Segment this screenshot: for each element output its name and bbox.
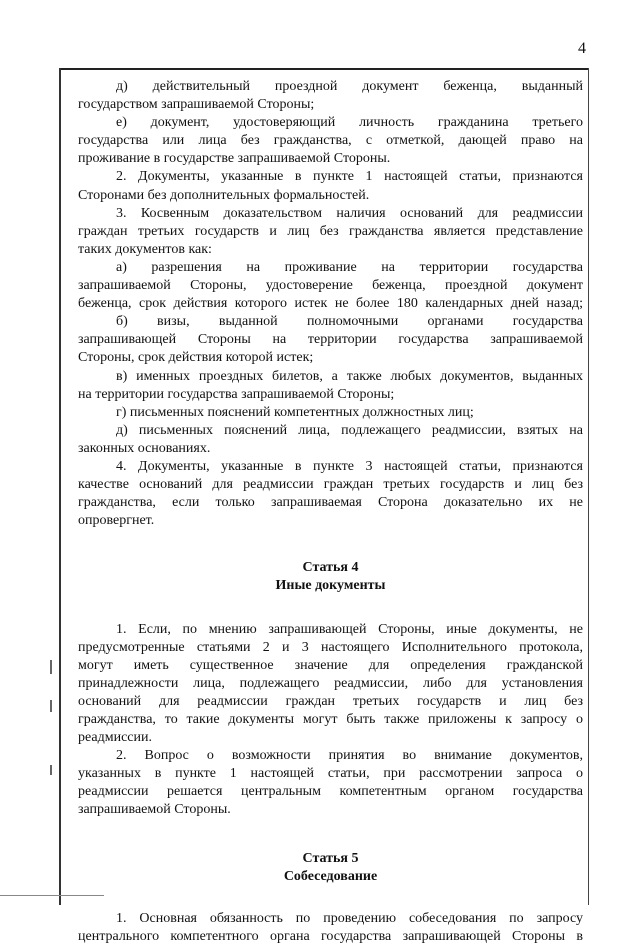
text-line: реадмиссии решается центральным компетентным органом государства <box>78 784 583 800</box>
document-body <box>78 78 583 946</box>
text-line: государства или лица без гражданства, с отметкой, дающей право на <box>78 133 583 149</box>
scan-edge-mark <box>50 660 52 674</box>
text-line: государством запрашиваемой Стороны; <box>78 97 315 113</box>
text-line: в) именных проездных билетов, а также любых документов, выданных <box>116 368 583 384</box>
text-line: центрального компетентного органа государства запрашивающей Стороны в <box>78 928 583 944</box>
text-line: запрашиваемой Стороны. <box>78 802 231 818</box>
text-line: беженца, срок действия которого истек не более 180 календарных дней назад; <box>78 296 583 312</box>
text-line: указанных в пункте 1 настоящей статьи, при рассмотрении запроса о <box>78 766 583 782</box>
text-line: качестве оснований для реадмиссии граждан третьих государств и лиц без <box>78 477 583 493</box>
text-line: гражданства, то такие документы могут быть также приложены к запросу о <box>78 712 583 727</box>
text-line: запрашивающей Стороны на территории государства запрашиваемой <box>78 332 583 348</box>
section-gap <box>78 596 583 621</box>
text-line: Стороны, срок действия которой истек; <box>78 350 314 366</box>
text-line: гражданства, если только запрашиваемая Сторона доказательно их не <box>78 495 583 511</box>
section-gap <box>78 886 583 910</box>
text-line: таких документов как: <box>78 241 212 257</box>
text-line: законных основаниях. <box>78 440 211 456</box>
text-line: могут иметь существенное значение для определения гражданской <box>78 657 583 673</box>
text-line: опровергнет. <box>78 513 155 529</box>
text-line: 1. Основная обязанность по проведению собеседования по запросу <box>116 910 583 926</box>
article-heading: Статья 4 <box>302 560 359 576</box>
text-line: г) письменных пояснений компетентных должностных лиц; <box>116 404 474 420</box>
text-line: запрашиваемой Стороны, удостоверение беженца, проездной документ <box>78 278 583 294</box>
text-line: д) действительный проездной документ беженца, выданный <box>116 79 583 94</box>
text-line: принадлежности лица, подлежащего реадмиссии, либо для установления <box>78 675 583 691</box>
article-heading: Собеседование <box>283 868 378 884</box>
text-line: граждан третьих государств и лиц без гражданства является представление <box>78 223 583 239</box>
text-line: на территории государства запрашиваемой Стороны; <box>78 386 395 402</box>
text-line: 1. Если, по мнению запрашивающей Стороны, иные документы, не <box>116 621 583 637</box>
section-gap <box>78 820 583 850</box>
frame-border-right <box>588 68 589 905</box>
text-line: 2. Документы, указанные в пункте 1 настоящей статьи, признаются <box>116 169 583 185</box>
article-heading: Иные документы <box>275 578 386 594</box>
text-line: а) разрешения на проживание на территории государства <box>116 259 583 275</box>
frame-border-top <box>59 68 589 70</box>
frame-border-left <box>59 68 61 905</box>
text-line: проживание в государстве запрашиваемой Стороны. <box>78 151 391 167</box>
text-line: оснований для реадмиссии граждан третьих государств и лиц без <box>78 693 583 709</box>
text-line: е) документ, удостоверяющий личность гражданина третьего <box>116 115 583 131</box>
text-line: предусмотренные статьями 2 и 3 настоящего Исполнительного протокола, <box>78 639 583 655</box>
text-line: 4. Документы, указанные в пункте 3 настоящей статьи, признаются <box>116 458 583 474</box>
page-number: 4 <box>578 40 586 57</box>
scan-edge-mark <box>50 700 52 712</box>
section-gap <box>78 530 583 559</box>
scan-edge-mark <box>50 765 52 775</box>
text-line: реадмиссии. <box>78 730 152 746</box>
text-line: д) письменных пояснений лица, подлежащего реадмиссии, взятых на <box>116 422 583 438</box>
text-line: б) визы, выданной полномочными органами государства <box>116 314 583 330</box>
text-line: 3. Косвенным доказательством наличия оснований для реадмиссии <box>116 205 583 221</box>
text-line: 2. Вопрос о возможности принятия во внимание документов, <box>116 748 583 764</box>
text-line: Сторонами без дополнительных формальностей. <box>78 187 370 203</box>
article-heading: Статья 5 <box>302 850 359 866</box>
